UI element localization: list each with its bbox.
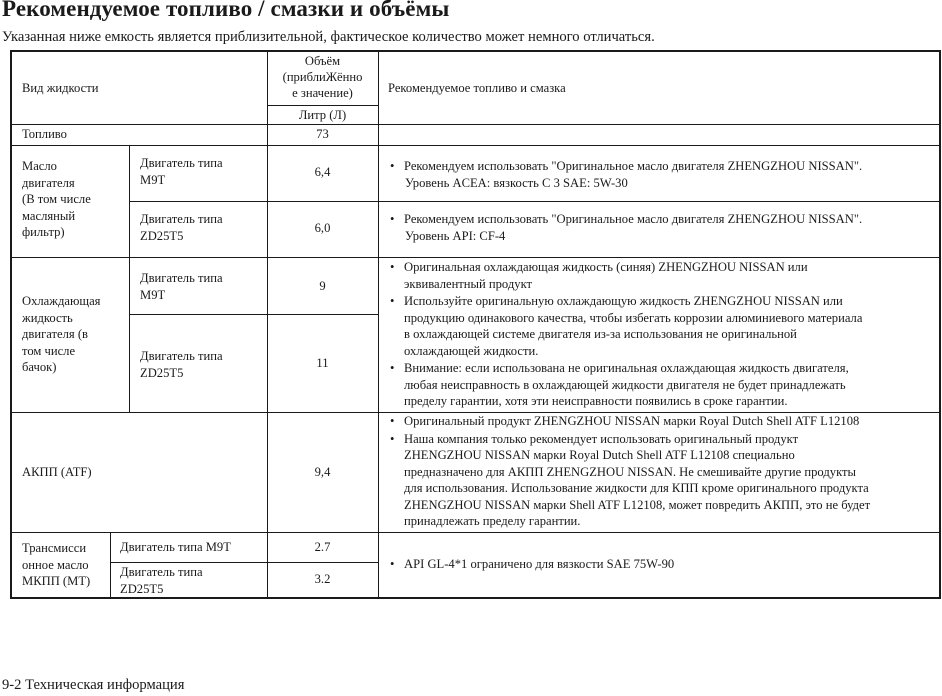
fluids-table xyxy=(10,50,941,599)
bullet-item xyxy=(388,431,938,530)
oil-label xyxy=(22,158,91,241)
mt-m9t-engine: Двигатель типа M9T xyxy=(120,540,231,554)
bullet-line: любая неисправность в охлаждающей жидкости двигателя не будет принадлежать xyxy=(404,377,846,392)
atf-volume: 9,4 xyxy=(314,465,331,479)
grid-line xyxy=(12,145,939,146)
header-fluid-type: Вид жидкости xyxy=(22,81,99,95)
mt-label-line: Трансмисси xyxy=(22,541,87,555)
bullet-item xyxy=(388,293,938,359)
bullet-line: ZHENGZHOU NISSAN марки Royal Dutch Shell ATF L12108 специально xyxy=(404,448,795,462)
bullet-line: • Внимание: если использована не оригинальная охлаждающая жидкость двигателя, xyxy=(404,361,849,375)
grid-line xyxy=(12,124,939,125)
mt-m9t-volume: 2.7 xyxy=(314,540,331,554)
engine-line: ZD25T5 xyxy=(140,365,184,380)
grid-line xyxy=(267,105,378,106)
oil-label-line: Масло xyxy=(22,159,57,173)
coolant-label-line: двигателя (в xyxy=(22,327,88,341)
atf-label: АКПП (ATF) xyxy=(22,465,92,479)
page-footer: 9-2 Техническая информация xyxy=(2,677,185,693)
grid-line xyxy=(12,257,939,258)
engine-line: Двигатель типа xyxy=(140,349,223,363)
bullet-line: • Оригинальный продукт ZHENGZHOU NISSAN марки Royal Dutch Shell ATF L12108 xyxy=(404,414,860,428)
coolant-label-line: жидкость xyxy=(22,310,73,325)
coolant-label-line: том числе xyxy=(22,343,76,358)
bullet-line: • Наша компания только рекомендует использовать оригинальный продукт xyxy=(404,431,799,446)
bullet-line: эквивалентный продукт xyxy=(404,276,533,291)
oil-zd25t5-recommendation xyxy=(388,211,938,244)
oil-m9t-spec: Уровень ACEA: вязкость C 3 SAE: 5W-30 xyxy=(405,175,628,190)
oil-zd25t5-spec: Уровень API: CF-4 xyxy=(405,228,506,243)
coolant-m9t-volume: 9 xyxy=(319,279,326,293)
grid-line xyxy=(129,146,130,412)
oil-m9t-recommendation xyxy=(388,158,938,191)
engine-line: Двигатель типа xyxy=(140,212,223,226)
coolant-label-line: бачок) xyxy=(22,360,57,374)
bullet-line: • Оригинальная охлаждающая жидкость (синяя) ZHENGZHOU NISSAN или xyxy=(404,260,808,274)
engine-line: Двигатель типа xyxy=(140,271,223,285)
grid-line xyxy=(110,562,378,563)
bullet-line: охлаждающей жидкости. xyxy=(404,343,539,358)
bullet-line: принадлежать пределу гарантии. xyxy=(404,514,581,528)
bullet-line: пределу гарантии, хотя эти неисправности появились в сроке гарантии. xyxy=(404,394,788,408)
header-volume-line: Объём xyxy=(304,54,341,68)
oil-label-line: двигателя xyxy=(22,175,75,190)
grid-line xyxy=(129,201,939,202)
header-volume-line: (приблиЖённо xyxy=(282,70,363,84)
header-recommended: Рекомендуемое топливо и смазка xyxy=(388,81,566,95)
bullet-item xyxy=(388,259,938,292)
mt-label-line: онное масло xyxy=(22,557,89,572)
bullet-item: • API GL-4*1 ограничено для вязкости SAE 75W-90 xyxy=(388,556,938,573)
engine-line: ZD25T5 xyxy=(120,581,164,596)
engine-line: Двигатель типа xyxy=(120,565,203,579)
coolant-zd25t5-engine xyxy=(140,348,223,381)
oil-label-line: фильтр) xyxy=(22,225,65,239)
engine-line: M9T xyxy=(140,287,166,302)
bullet-line: продукцию одинакового качества, чтобы избегать коррозии алюминиевого материала xyxy=(404,310,863,325)
page-subtitle: Указанная ниже емкость является приблизительной, фактическое количество может немного отличаться. xyxy=(2,29,655,45)
grid-line xyxy=(129,314,378,315)
page-title: Рекомендуемое топливо / смазки и объёмы xyxy=(2,0,450,21)
oil-label-line: масляный xyxy=(22,208,76,223)
oil-zd25t5-engine xyxy=(140,211,223,244)
engine-line: M9T xyxy=(140,172,166,187)
mt-label-line: МКПП (МТ) xyxy=(22,574,91,588)
bullet-line: в охлаждающей системе двигателя из-за использования не оригинальной xyxy=(404,327,797,341)
bullet-line: для использования. Использование жидкости для КПП кроме оригинального продукта xyxy=(404,481,869,495)
bullet-item: • Рекомендуем использовать "Оригинальное масло двигателя ZHENGZHOU NISSAN". xyxy=(388,158,938,175)
header-volume xyxy=(267,53,378,101)
bullet-line: • Используйте оригинальную охлаждающую жидкость ZHENGZHOU NISSAN или xyxy=(404,294,843,308)
oil-label-line: (В том числе xyxy=(22,192,91,206)
fuel-label: Топливо xyxy=(22,127,67,141)
mt-zd25t5-volume: 3.2 xyxy=(314,572,331,586)
grid-line xyxy=(110,533,111,597)
bullet-item xyxy=(388,360,938,410)
bullet-item: • Рекомендуем использовать "Оригинальное масло двигателя ZHENGZHOU NISSAN". xyxy=(388,211,938,228)
header-volume-line: е значение) xyxy=(292,86,353,100)
coolant-label-line: Охлаждающая xyxy=(22,294,101,308)
grid-line xyxy=(12,532,939,533)
oil-m9t-engine xyxy=(140,155,223,188)
engine-line: Двигатель типа xyxy=(140,156,223,170)
coolant-m9t-engine xyxy=(140,270,223,303)
mt-label xyxy=(22,540,90,590)
mt-zd25t5-engine xyxy=(120,564,203,597)
bullet-line: предназначено для АКПП ZHENGZHOU NISSAN. Не смешивайте другие продукты xyxy=(404,464,856,479)
fuel-volume: 73 xyxy=(316,127,329,141)
bullet-item xyxy=(388,413,938,430)
coolant-label xyxy=(22,293,100,376)
oil-m9t-volume: 6,4 xyxy=(314,165,331,179)
grid-line xyxy=(378,52,379,597)
coolant-recommendation xyxy=(388,259,938,410)
coolant-zd25t5-volume: 11 xyxy=(316,356,329,370)
bullet-line: ZHENGZHOU NISSAN марки Shell ATF L12108, может повредить АКПП, это не будет xyxy=(404,497,871,512)
engine-line: ZD25T5 xyxy=(140,228,184,243)
header-unit: Литр (Л) xyxy=(298,108,347,122)
oil-zd25t5-volume: 6,0 xyxy=(314,221,331,235)
mt-recommendation xyxy=(388,556,938,573)
atf-recommendation xyxy=(388,413,938,530)
